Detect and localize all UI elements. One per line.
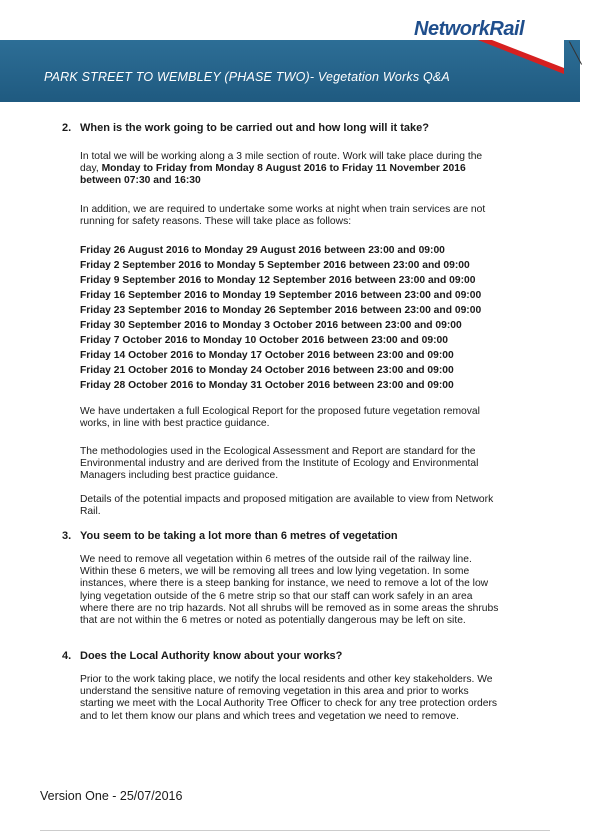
section-question: You seem to be taking a lot more than 6 metres of vegetation [80, 530, 398, 542]
section-3-paragraph-1: We need to remove all vegetation within 6 metres of the outside rail of the railway line. Within these 6 meters, we will be removing all trees and low lying vegetation. In some instances, where there is a steep banking for instance, we need to remove a lot of the low lying vegetation outside of the 6 metre strip so that our staff can work safely in an area where there are no trip hazards. Not all shrubs will be removed as in some areas the shrubs that are not within the 6 metres or noted as potentially dangerous may be left on site. [80, 554, 499, 627]
section-2-paragraph-5: Details of the potential impacts and proposed mitigation are available to view from Network Rail. [80, 494, 494, 518]
night-works-dates [80, 243, 520, 393]
section-2-paragraph-1 [80, 151, 500, 188]
date-line: Friday 14 October 2016 to Monday 17 October 2016 between 23:00 and 09:00 [80, 350, 454, 361]
section-2-paragraph-4: The methodologies used in the Ecological Assessment and Report are standard for the Environmental industry and are derived from the Institute of Ecology and Environmental Managers including best practice guidance. [80, 446, 479, 482]
date-line: Friday 2 September 2016 to Monday 5 September 2016 between 23:00 and 09:00 [80, 260, 470, 271]
section-2-paragraph-2: In addition, we are required to undertake some works at night when train services are not running for safety reasons. These will take place as follows: [80, 204, 486, 228]
paragraph-bold-text: Monday to Friday from Monday 8 August 2016 to Friday 11 November 2016 between 07:30 and 16:30 [80, 163, 466, 187]
section-2-paragraph-3: We have undertaken a full Ecological Report for the proposed future vegetation removal works, in line with best practice guidance. [80, 406, 480, 430]
section-4-paragraph-1: Prior to the work taking place, we notify the local residents and other key stakeholders. We understand the sensitive nature of removing vegetation in this area and prior to works starting we meet with the Local Authority Tree Officer to check for any tree protection orders and to let them know our plans and which trees and vegetation we need to remove. [80, 674, 498, 722]
date-line: Friday 30 September 2016 to Monday 3 October 2016 between 23:00 and 09:00 [80, 320, 462, 331]
date-line: Friday 9 September 2016 to Monday 12 September 2016 between 23:00 and 09:00 [80, 275, 476, 286]
version-footer: Version One - 25/07/2016 [40, 789, 183, 803]
date-line: Friday 21 October 2016 to Monday 24 October 2016 between 23:00 and 09:00 [80, 365, 454, 376]
section-2-heading [62, 122, 429, 134]
date-line: Friday 7 October 2016 to Monday 10 October 2016 between 23:00 and 09:00 [80, 335, 448, 346]
logo-chevron-white [492, 40, 564, 68]
footer-divider [40, 830, 550, 831]
date-line: Friday 23 September 2016 to Monday 26 September 2016 between 23:00 and 09:00 [80, 305, 482, 316]
section-number: 3. [62, 530, 72, 542]
section-4-heading [62, 650, 342, 662]
paragraph-text: In total we will be working along a 3 mile section of route. Work will take place during the day, [80, 151, 483, 175]
section-number: 4. [62, 650, 72, 662]
date-line: Friday 26 August 2016 to Monday 29 August 2016 between 23:00 and 09:00 [80, 245, 445, 256]
section-question: Does the Local Authority know about your works? [80, 650, 343, 662]
document-title: PARK STREET TO WEMBLEY (PHASE TWO)- Vegetation Works Q&A [44, 70, 450, 84]
date-line: Friday 28 October 2016 to Monday 31 October 2016 between 23:00 and 09:00 [80, 380, 454, 391]
section-3-heading [62, 530, 398, 542]
section-question: When is the work going to be carried out and how long will it take? [80, 122, 429, 134]
network-rail-logo: NetworkRail [414, 18, 525, 40]
date-line: Friday 16 September 2016 to Monday 19 September 2016 between 23:00 and 09:00 [80, 290, 482, 301]
section-number: 2. [62, 122, 72, 134]
